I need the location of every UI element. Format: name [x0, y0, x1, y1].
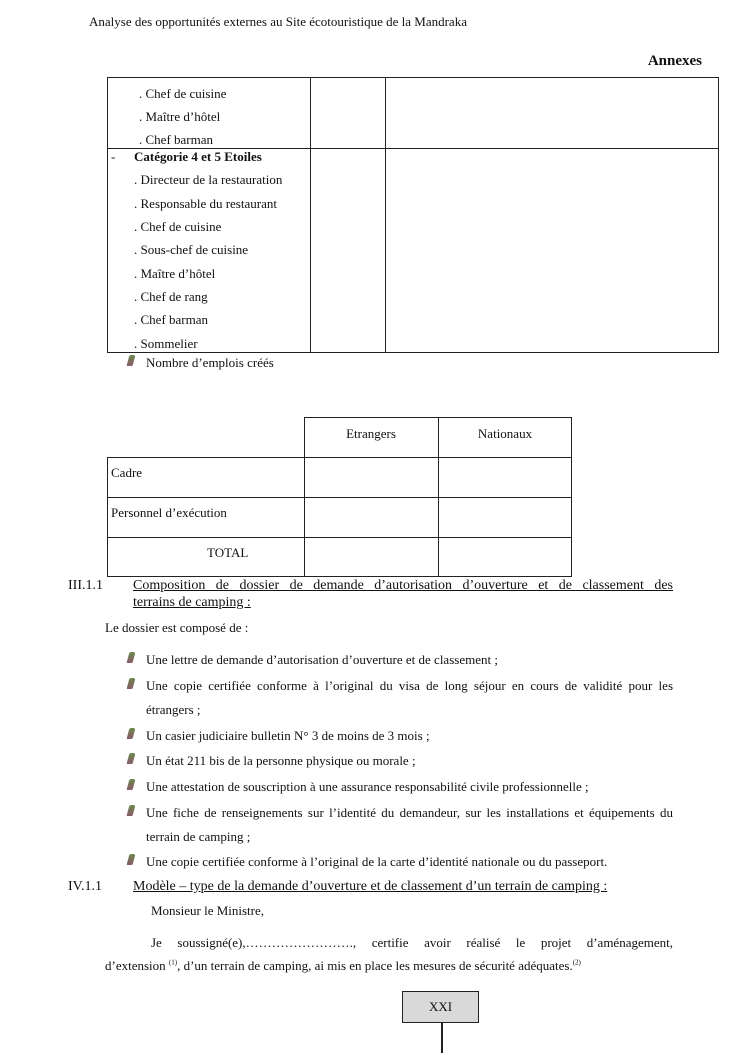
list-item: Un état 211 bis de la personne physique ou morale ;: [146, 753, 416, 768]
column-header: Nationaux: [477, 426, 533, 441]
dash: -: [111, 149, 116, 164]
list-item: Une copie certifiée conforme à l’original du visa de long séjour en cours de validité pour les: [146, 678, 673, 693]
paragraph-line: [105, 958, 581, 974]
footnote-ref: (1): [168, 958, 178, 967]
bullet-icon: [127, 728, 136, 739]
list-item: Une fiche de renseignements sur l’identité du demandeur, sur les installations et équipements du: [146, 805, 673, 820]
bullet-icon: [127, 854, 136, 865]
table-cell: . Directeur de la restauration: [134, 172, 283, 187]
table-cell: . Chef barman: [139, 132, 214, 147]
section-label: Annexes: [647, 53, 702, 69]
category-title: Catégorie 4 et 5 Etoiles: [134, 149, 262, 164]
table-cell: . Responsable du restaurant: [134, 196, 277, 211]
table-cell: . Chef barman: [134, 312, 209, 327]
list-item: Une attestation de souscription à une assurance responsabilité civile professionnelle ;: [146, 779, 589, 794]
intro-text: Le dossier est composé de :: [105, 620, 249, 635]
bullet-icon: [127, 652, 136, 663]
page-number-box: [402, 991, 479, 1023]
list-item: Un casier judiciaire bulletin N° 3 de moins de 3 mois ;: [146, 728, 430, 743]
section-number: III.1.1: [68, 578, 103, 593]
row-label: Cadre: [111, 465, 143, 480]
bullet-icon: [127, 753, 136, 764]
list-item: Une copie certifiée conforme à l’original de la carte d’identité nationale ou du passeport.: [146, 854, 608, 869]
paragraph-line: Je soussigné(e),……………………., certifie avoir réalisé le projet d’aménagement,: [151, 935, 673, 950]
footnote-ref: (2): [572, 958, 581, 967]
section-title: Composition de dossier de demande d’autorisation d’ouverture et de classement des: [133, 578, 673, 593]
column-header: Etrangers: [346, 426, 396, 441]
text: , d’un terrain de camping, ai mis en place les mesures de sécurité adéquates.: [177, 958, 573, 973]
bullet-icon: [127, 355, 136, 366]
bullet-icon: [127, 678, 136, 689]
section-title: terrains de camping :: [133, 595, 251, 610]
table-cell: . Sommelier: [134, 336, 198, 351]
section-title: Modèle – type de la demande d’ouverture et de classement d’un terrain de camping :: [133, 879, 608, 894]
table-cell: . Chef de cuisine: [139, 86, 227, 101]
list-item: terrain de camping ;: [146, 829, 251, 844]
list-item: étrangers ;: [146, 702, 201, 717]
text: d’extension: [105, 958, 169, 973]
section-number: IV.1.1: [68, 879, 102, 894]
list-item: Une lettre de demande d’autorisation d’ouverture et de classement ;: [146, 652, 498, 667]
page-number: XXI: [428, 999, 453, 1014]
table-cell: . Maître d’hôtel: [139, 109, 221, 124]
row-label: Personnel d’exécution: [111, 505, 227, 520]
table-cell: . Chef de cuisine: [134, 219, 222, 234]
row-label: TOTAL: [207, 545, 249, 560]
jobs-label: Nombre d’emplois créés: [146, 355, 274, 370]
table-cell: . Sous-chef de cuisine: [134, 242, 249, 257]
bullet-icon: [127, 805, 136, 816]
running-header: Analyse des opportunités externes au Site écotouristique de la Mandraka: [89, 14, 467, 29]
connector-line: [441, 1023, 443, 1053]
table-cell: . Chef de rang: [134, 289, 208, 304]
bullet-icon: [127, 779, 136, 790]
table-cell: . Maître d’hôtel: [134, 266, 216, 281]
salutation: Monsieur le Ministre,: [151, 903, 265, 918]
